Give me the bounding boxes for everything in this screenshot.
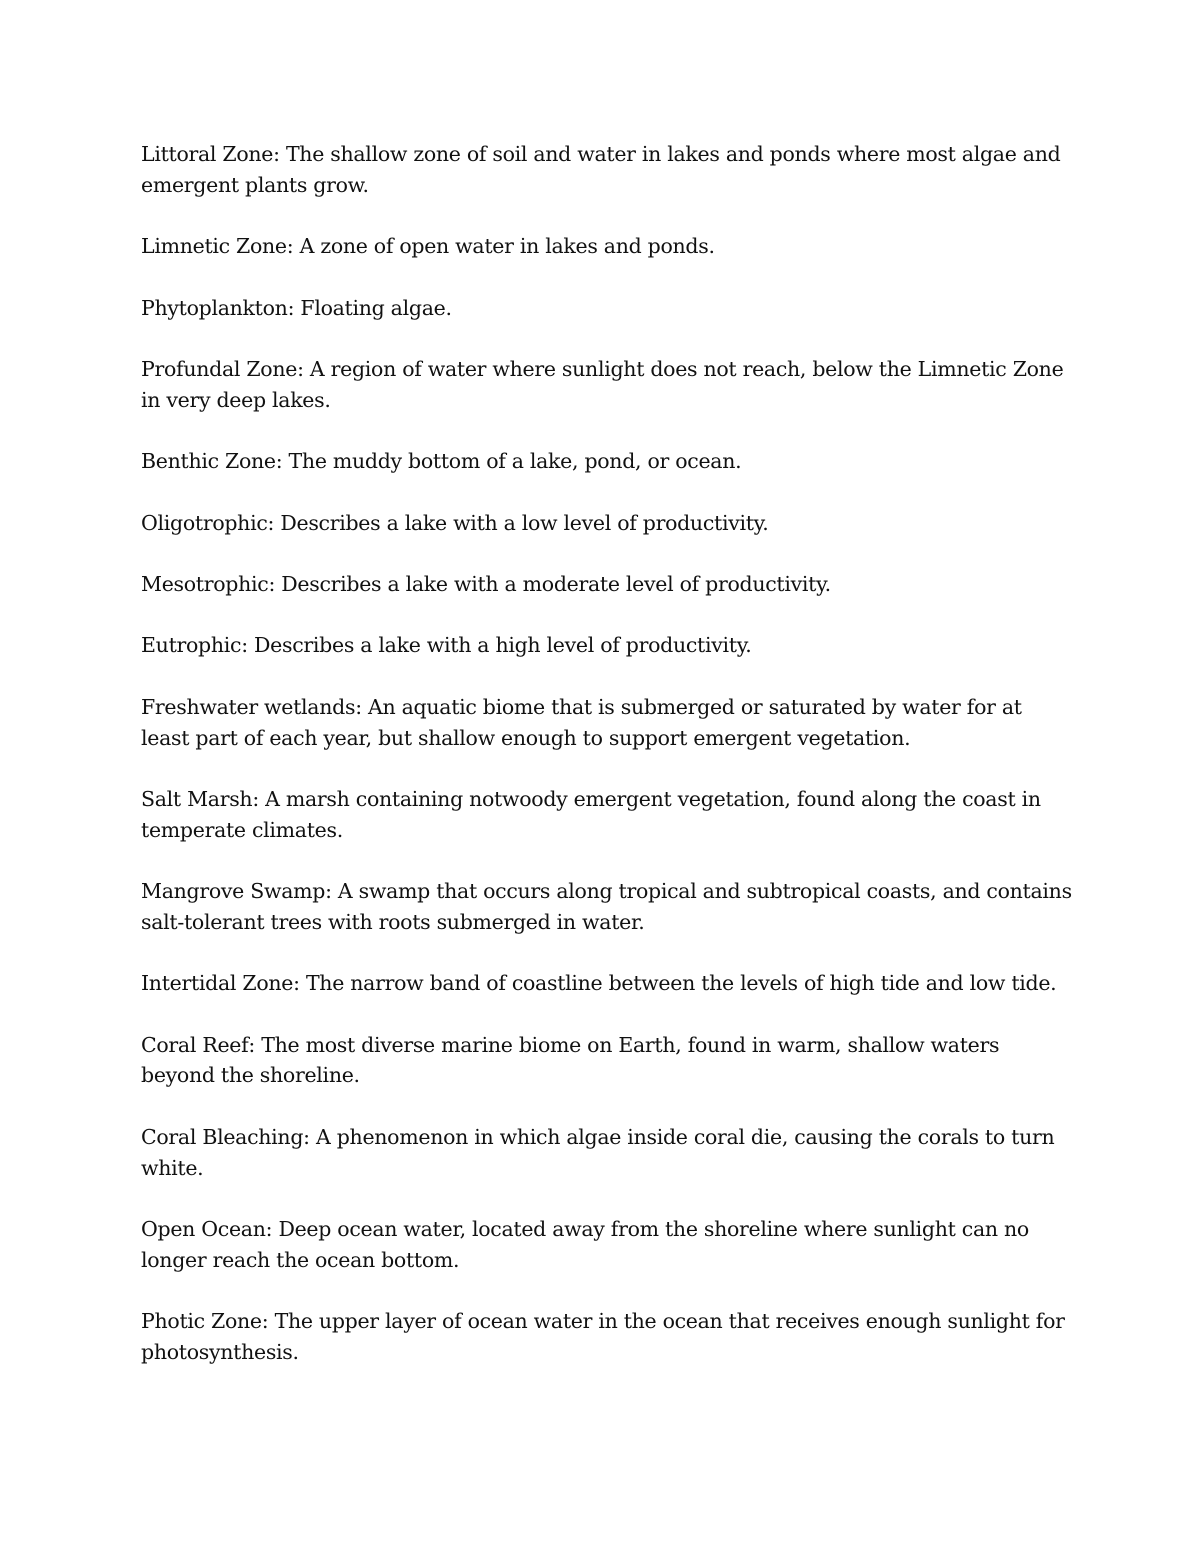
glossary-entry-mangrove-swamp: Mangrove Swamp: A swamp that occurs along tropical and subtropical coasts, and contains salt-tolerant trees with roots submerged in water. [141, 879, 1072, 934]
definition: Describes a lake with a low level of productivity. [280, 510, 769, 535]
term: Freshwater wetlands [141, 694, 356, 719]
definition: A marsh containing notwoody emergent vegetation, found along the coast in temperate climates. [141, 786, 1041, 842]
glossary-entry-limnetic-zone: Limnetic Zone: A zone of open water in lakes and ponds. [141, 234, 715, 259]
glossary-entry-benthic-zone: Benthic Zone: The muddy bottom of a lake, pond, or ocean. [141, 449, 742, 474]
term: Littoral Zone [141, 142, 274, 166]
glossary-entry-eutrophic: Eutrophic: Describes a lake with a high level of productivity. [141, 633, 752, 658]
definition: A region of water where sunlight does not reach, below the Limnetic Zone in very deep lakes. [141, 356, 1064, 412]
definition: The upper layer of ocean water in the ocean that receives enough sunlight for photosynthesis. [141, 1309, 1065, 1365]
term: Salt Marsh [141, 786, 253, 811]
glossary-entry-intertidal-zone: Intertidal Zone: The narrow band of coastline between the levels of high tide and low tide. [141, 971, 1057, 996]
term: Profundal Zone [141, 356, 298, 381]
glossary-entry-open-ocean: Open Ocean: Deep ocean water, located away from the shoreline where sunlight can no longer reach the ocean bottom. [141, 1217, 1029, 1272]
glossary-entry-oligotrophic: Oligotrophic: Describes a lake with a low level of productivity. [141, 510, 769, 535]
term: Mangrove Swamp [141, 879, 326, 904]
glossary-entry-phytoplankton: Phytoplankton: Floating algae. [141, 295, 452, 320]
definition: The muddy bottom of a lake, pond, or ocean. [288, 449, 742, 474]
glossary-entry-coral-reef: Coral Reef: The most diverse marine biome on Earth, found in warm, shallow waters beyond the shoreline. [141, 1032, 1000, 1088]
glossary-document [141, 139, 1076, 1398]
definition: An aquatic biome that is submerged or saturated by water for at least part of each year, but shallow enough to support emergent vegetation. [141, 694, 1022, 750]
term: Intertidal Zone [141, 971, 294, 996]
glossary-entry-coral-bleaching: Coral Bleaching: A phenomenon in which algae inside coral die, causing the corals to turn white. [141, 1124, 1055, 1180]
definition: Describes a lake with a moderate level of productivity. [281, 571, 831, 596]
term: Eutrophic [141, 633, 242, 658]
definition: The shallow zone of soil and water in lakes and ponds where most algae and emergent plants grow. [141, 142, 1061, 197]
definition: The narrow band of coastline between the levels of high tide and low tide. [305, 971, 1057, 996]
glossary-entry-photic-zone: Photic Zone: The upper layer of ocean water in the ocean that receives enough sunlight for photosynthesis. [141, 1309, 1065, 1365]
term: Photic Zone [141, 1309, 262, 1334]
term: Mesotrophic [141, 571, 269, 596]
term: Open Ocean [141, 1217, 266, 1242]
glossary-entry-profundal-zone: Profundal Zone: A region of water where sunlight does not reach, below the Limnetic Zone in very deep lakes. [141, 356, 1064, 412]
glossary-entry-mesotrophic: Mesotrophic: Describes a lake with a moderate level of productivity. [141, 571, 831, 596]
glossary-entry-littoral-zone: Littoral Zone: The shallow zone of soil and water in lakes and ponds where most algae and emergent plants grow. [141, 142, 1061, 197]
definition: Describes a lake with a high level of productivity. [254, 633, 752, 658]
term: Benthic Zone [141, 449, 276, 474]
term: Coral Reef [141, 1032, 249, 1057]
term: Oligotrophic [141, 510, 268, 535]
definition: The most diverse marine biome on Earth, found in warm, shallow waters beyond the shoreline. [141, 1032, 1000, 1088]
definition: A swamp that occurs along tropical and subtropical coasts, and contains salt-tolerant trees with roots submerged in water. [141, 879, 1072, 934]
glossary-entry-salt-marsh: Salt Marsh: A marsh containing notwoody emergent vegetation, found along the coast in temperate climates. [141, 786, 1041, 842]
definition: Deep ocean water, located away from the shoreline where sunlight can no longer reach the ocean bottom. [141, 1217, 1029, 1272]
term: Limnetic Zone [141, 234, 287, 259]
definition: Floating algae. [300, 295, 452, 320]
definition: A zone of open water in lakes and ponds. [299, 234, 715, 259]
term: Phytoplankton [141, 295, 288, 320]
term: Coral Bleaching [141, 1124, 304, 1149]
definition: A phenomenon in which algae inside coral die, causing the corals to turn white. [141, 1124, 1055, 1180]
glossary-entry-freshwater-wetlands: Freshwater wetlands: An aquatic biome that is submerged or saturated by water for at least part of each year, but shallow enough to support emergent vegetation. [141, 694, 1022, 750]
